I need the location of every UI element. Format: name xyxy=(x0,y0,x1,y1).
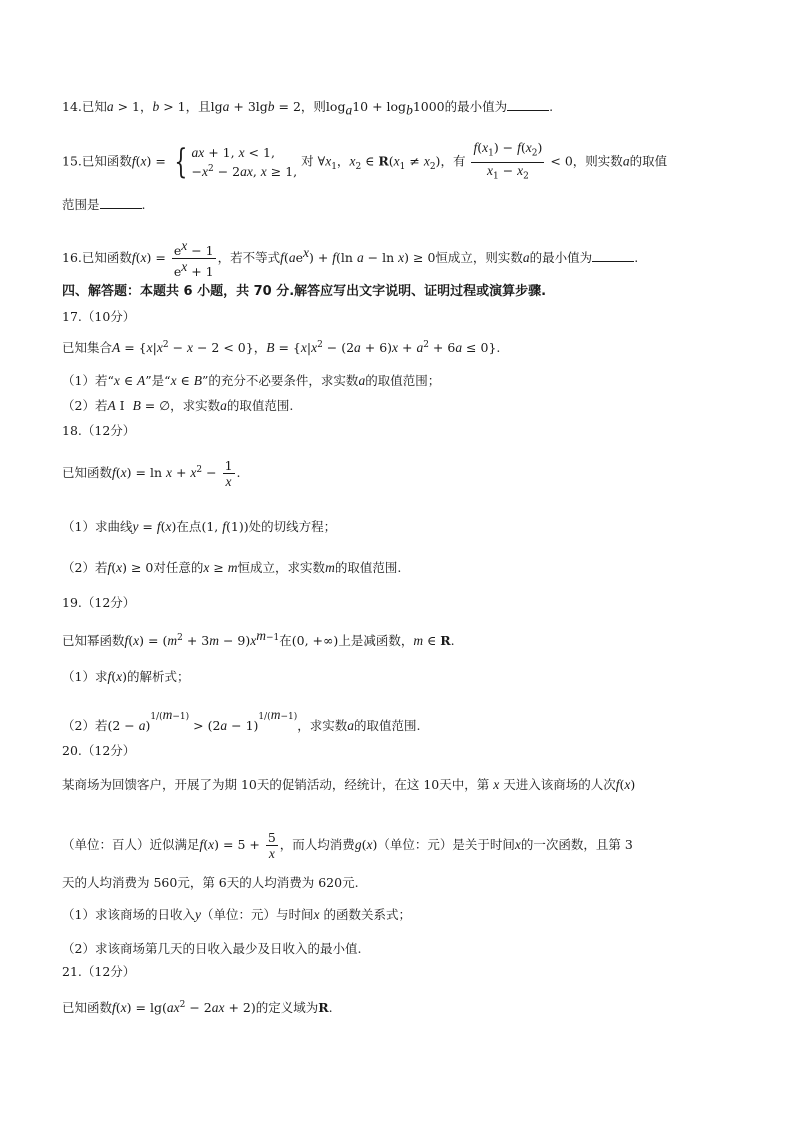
q17-p2-end: ，求实数 xyxy=(170,398,221,413)
q21-stem-prefix: 已知函数 xyxy=(62,1000,113,1016)
q19-head: 19.（12分） xyxy=(62,595,136,610)
q15-period: . xyxy=(141,197,146,212)
q20-p1-mid: （单位：元）与时间 xyxy=(200,907,314,922)
q16-fraction: $\frac{e^x - 1}{e^x + 1}$ xyxy=(173,238,214,280)
q20-line2b: ，而人均消费 xyxy=(279,837,355,852)
question-14: 14.已知a > 1，b > 1，且lga + 3lgb = 2，则$\log_a10 + \log_b1000$的最小值为 . xyxy=(62,99,554,118)
q18-p2-end: 的取值范围. xyxy=(334,560,402,575)
difference-quotient: $\frac{f(x_1) - f(x_2)}{x_1 - x_2}$ xyxy=(473,140,543,181)
q17-stem: 已知集合$A = \{x|x^2 - x - 2 < 0\}$，$B = \{x|x^2 - (2a + 6)x + a^2 + 6a \le 0\}$. xyxy=(62,340,501,356)
q19-stem-mid2: 上是减函数， xyxy=(338,633,414,649)
q19-p1: （1）求 xyxy=(62,669,108,684)
q17-stem-prefix: 已知集合 xyxy=(62,340,113,356)
q19-p2-end: ，求实数 xyxy=(297,718,348,734)
q20-fraction: $\frac{5}{x}$ xyxy=(267,830,276,861)
q18-stem: 已知函数$f(x) = \ln x + x^2$ − $\frac{1}{x}$ . xyxy=(62,458,241,489)
q20-line2c: （单位：元）是关于时间 xyxy=(377,837,515,852)
q19-part1: （1）求f(x)的解析式； xyxy=(62,669,190,684)
q20-p1: （1）求该商场的日收入 xyxy=(62,907,195,922)
q18-p1-end: 处的切线方程； xyxy=(248,519,337,534)
q17-part2: （2）若A I B = ∅，求实数a的取值范围. xyxy=(62,398,294,413)
q20-line2: （单位：百人）近似满足f(x) = 5 + $\frac{5}{x}$ ，而人均消费g(x)（单位：元）是关于时间x的一次函数，且第 3 xyxy=(62,830,633,861)
answer-blank xyxy=(100,196,142,209)
section-heading: 四、解答题：本题共 6 小题，共 70 分.解答应写出文字说明、证明过程或演算步骤. xyxy=(62,284,547,299)
piecewise-cases: ax + 1, x < 1, $-x^2 - 2ax$, x ≥ 1, xyxy=(191,144,298,180)
q16-mid: ，若不等式 xyxy=(217,250,281,266)
q19-stem: 已知幂函数$f(x) = (m^2 + 3m - 9)x^{m-1}$在(0, +∞)上是减函数，m ∈ R. xyxy=(62,628,455,649)
q20-line1b: 天进入该商场的人次 xyxy=(503,777,616,792)
q18-p2: （2）若 xyxy=(62,560,108,575)
q15-forall: 对 xyxy=(301,153,314,169)
q17-head: 17.（10分） xyxy=(62,309,136,324)
q19-p2-end2: 的取值范围. xyxy=(353,718,421,734)
q14-period: . xyxy=(549,99,554,114)
q19-stem-prefix: 已知幂函数 xyxy=(62,633,125,649)
q20-part1: （1）求该商场的日收入y（单位：元）与时间x 的函数关系式； xyxy=(62,907,411,922)
q17-p1-mid: ”是“ xyxy=(145,373,171,388)
question-15-line2 xyxy=(62,196,754,214)
q17-p2: （2）若 xyxy=(62,398,108,413)
q15-tail: ，则实数 xyxy=(572,153,623,169)
q18-part2: （2）若f(x) ≥ 0对任意的x ≥ m恒成立，求实数m的取值范围. xyxy=(62,560,402,575)
q14-end: 的最小值为 xyxy=(444,99,508,114)
q18-fraction: $\frac{1}{x}$ xyxy=(224,458,233,489)
q20-line2d: 的一次函数，且第 3 xyxy=(520,837,633,852)
q17-p1-end: 的取值范围； xyxy=(365,373,441,388)
q16-prefix: 16.已知函数 xyxy=(62,250,132,266)
q18-p2-mid: 对任意的 xyxy=(153,560,204,575)
q17-p1: （1）若“ xyxy=(62,373,114,388)
q19-stem-mid: 在 xyxy=(279,633,292,649)
q17-part1: （1）若“x ∈ A”是“x ∈ B”的充分不必要条件，求实数a的取值范围； xyxy=(62,373,441,388)
q18-part1: （1）求曲线y = f(x)在点(1, f(1))处的切线方程； xyxy=(62,519,337,534)
q20-line1-text: 某商场为回馈客户，开展了为期 10天的促销活动，经统计，在这 10天中，第 xyxy=(62,777,490,792)
q19-part2: （2）若$(2 - a)^{1/(m-1)} > (2a - 1)^{1/(m-1)}$，求实数a的取值范围. xyxy=(62,707,421,734)
q21-stem-end: 的定义域为 xyxy=(255,1000,319,1016)
q14-mid: ，且 xyxy=(185,99,211,114)
q14-tail: ，则 xyxy=(300,99,326,114)
question-15: 15.已知函数f(x) = { ax + 1, x < 1, $-x^2 - 2ax$, x ≥ 1, 对 $\forall x_1$，$x_2$ ∈ $R(x_1 \ne x_2)$，有 $\frac{f(x_1) - f(x_2)}{x_1 - x_2}$ < 0，则实数a的取值 xyxy=(62,140,668,182)
question-16: 16.已知函数f(x) = $\frac{e^x - 1}{e^x + 1}$ ，若不等式$f(ae^x) + f(\ln$ a − ln x) ≥ 0恒成立，则实数a的最小值为 . xyxy=(62,238,639,280)
q20-line1: 某商场为回馈客户，开展了为期 10天的促销活动，经统计，在这 10天中，第 x 天进入该商场的人次f(x) xyxy=(62,777,636,792)
q15-line2: 范围是 xyxy=(62,197,100,212)
q15-comma: ， xyxy=(336,153,350,169)
q20-part2: （2）求该商场第几天的日收入最少及日收入的最小值. xyxy=(62,941,362,956)
q16-end: 的最小值为 xyxy=(529,250,593,266)
q15-tail2: 的取值 xyxy=(629,153,668,169)
q20-line2a: （单位：百人）近似满足 xyxy=(62,837,200,852)
q18-p1: （1）求曲线 xyxy=(62,519,133,534)
q20-head: 20.（12分） xyxy=(62,743,136,758)
q20-line3: 天的人均消费为 560元，第 6天的人均消费为 620元. xyxy=(62,875,359,890)
q19-p2: （2）若 xyxy=(62,718,108,734)
q19-p1-end: 的解析式； xyxy=(127,669,190,684)
answer-blank xyxy=(507,98,549,111)
q18-p1-mid: 在点 xyxy=(176,519,202,534)
q21-head: 21.（12分） xyxy=(62,964,136,979)
q20-p1-end: 的函数关系式； xyxy=(323,907,411,922)
q17-p2-end2: 的取值范围. xyxy=(226,398,294,413)
q18-p2-mid2: 恒成立，求实数 xyxy=(237,560,326,575)
answer-blank xyxy=(592,249,634,262)
q15-paren-text: ，有 xyxy=(440,153,466,169)
q15-prefix: 15.已知函数 xyxy=(62,153,132,169)
q14-prefix: 14.已知 xyxy=(62,99,107,114)
q16-mid2: 恒成立，则实数 xyxy=(435,250,523,266)
q17-p1-mid2: ”的充分不必要条件，求实数 xyxy=(202,373,359,388)
q16-period: . xyxy=(634,250,639,266)
left-brace-icon: { xyxy=(174,142,188,182)
q18-head: 18.（12分） xyxy=(62,423,136,438)
q21-stem: 已知函数$f(x) = \lg(ax^2 - 2ax + 2)$的定义域为R. xyxy=(62,1000,333,1016)
q18-stem-prefix: 已知函数 xyxy=(62,465,113,480)
